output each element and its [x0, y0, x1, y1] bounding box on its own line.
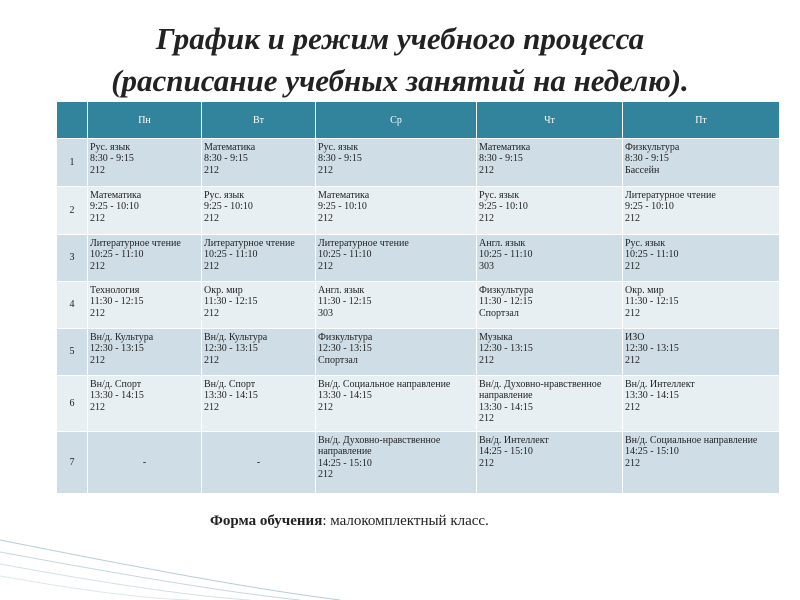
lesson-subject: Вн/д. Спорт: [90, 379, 142, 390]
lesson-room: 212: [625, 401, 640, 413]
header-day-mon: Пн: [88, 102, 202, 139]
table-row: [57, 139, 780, 187]
lesson-time: 9:25 - 10:10: [318, 201, 367, 213]
lesson-cell-thu: [477, 329, 623, 376]
lesson-time: 13:30 - 14:15: [318, 390, 372, 402]
lesson-room: 212: [479, 354, 494, 366]
lesson-subject: Вн/д. Духовно-нравственное направление: [479, 379, 602, 402]
lesson-subject: Вн/д. Духовно-нравственное направление: [318, 435, 441, 458]
lesson-number: 2: [57, 187, 88, 235]
lesson-cell-fri: [623, 139, 780, 187]
header-day-wed: Ср: [316, 102, 477, 139]
lesson-time: 9:25 - 10:10: [90, 201, 139, 213]
lesson-subject: Вн/д. Интеллект: [625, 379, 695, 390]
lesson-room: 212: [479, 212, 494, 224]
lesson-room: 212: [625, 212, 640, 224]
lesson-subject: Вн/д. Культура: [90, 332, 154, 343]
schedule-table: [56, 101, 780, 494]
lesson-time: 13:30 - 14:15: [204, 390, 258, 402]
lesson-cell-wed: [316, 282, 477, 329]
lesson-cell-tue: [202, 139, 316, 187]
lesson-subject: Рус. язык: [625, 238, 666, 249]
lesson-cell-fri: [623, 235, 780, 282]
lesson-room: 212: [479, 164, 494, 176]
lesson-cell-thu: [477, 187, 623, 235]
lesson-number: 3: [57, 235, 88, 282]
lesson-time: 13:30 - 14:15: [625, 390, 679, 402]
lesson-cell-mon: [88, 432, 202, 494]
lesson-subject: ИЗО: [625, 332, 645, 343]
lesson-time: 9:25 - 10:10: [204, 201, 253, 213]
lesson-room: 212: [204, 164, 219, 176]
lesson-room: 212: [90, 260, 105, 272]
header-corner: [57, 102, 88, 139]
lesson-time: 13:30 - 14:15: [479, 401, 533, 413]
lesson-cell-mon: [88, 139, 202, 187]
lesson-subject: Рус. язык: [90, 142, 131, 153]
lesson-subject: Математика: [90, 190, 142, 201]
lesson-subject: Рус. язык: [204, 190, 245, 201]
lesson-time: 9:25 - 10:10: [625, 201, 674, 213]
form-of-study-label: Форма обучения: [210, 513, 323, 529]
lesson-time: 12:30 - 13:15: [318, 343, 372, 355]
lesson-subject: Вн/д. Интеллект: [479, 435, 549, 446]
lesson-room: 212: [90, 212, 105, 224]
table-row: [57, 376, 780, 432]
lesson-cell-tue: [202, 329, 316, 376]
lesson-room: Спортзал: [318, 354, 358, 366]
lesson-subject: Англ. язык: [318, 285, 365, 296]
lesson-cell-fri: [623, 376, 780, 432]
lesson-number: 7: [57, 432, 88, 494]
lesson-cell-wed: [316, 187, 477, 235]
lesson-time: 11:30 - 12:15: [318, 296, 372, 308]
lesson-subject: Литературное чтение: [318, 238, 409, 249]
lesson-time: 12:30 - 13:15: [90, 343, 144, 355]
table-row: [57, 282, 780, 329]
lesson-number: 6: [57, 376, 88, 432]
lesson-room: 212: [204, 401, 219, 413]
lesson-subject: Вн/д. Социальное направление: [625, 435, 758, 446]
lesson-cell-thu: [477, 376, 623, 432]
lesson-subject: Литературное чтение: [625, 190, 716, 201]
title-line-1: График и режим учебного процесса: [155, 21, 645, 56]
lesson-room: 212: [318, 164, 333, 176]
lesson-cell-mon: [88, 329, 202, 376]
lesson-cell-thu: [477, 432, 623, 494]
lesson-room: 212: [318, 260, 333, 272]
lesson-time: 11:30 - 12:15: [625, 296, 679, 308]
lesson-time: 12:30 - 13:15: [204, 343, 258, 355]
lesson-time: 10:25 - 11:10: [479, 249, 533, 261]
header-day-fri: Пт: [623, 102, 780, 139]
lesson-subject: Окр. мир: [204, 285, 243, 296]
lesson-room: 212: [204, 260, 219, 272]
lesson-cell-wed: [316, 376, 477, 432]
form-of-study-value: : малокомплектный класс.: [322, 513, 489, 529]
lesson-room: 212: [625, 457, 640, 469]
lesson-subject: Физкультура: [625, 142, 680, 153]
lesson-subject: Физкультура: [318, 332, 373, 343]
lesson-room: 212: [318, 212, 333, 224]
lesson-time: 13:30 - 14:15: [90, 390, 144, 402]
lesson-cell-wed: [316, 139, 477, 187]
lesson-room: 212: [625, 354, 640, 366]
lesson-cell-tue: [202, 282, 316, 329]
lesson-cell-tue: [202, 376, 316, 432]
lesson-time: 14:25 - 15:10: [625, 446, 679, 458]
lesson-cell-tue: [202, 187, 316, 235]
lesson-number: 4: [57, 282, 88, 329]
lesson-subject: Вн/д. Спорт: [204, 379, 256, 390]
table-header-row: [57, 102, 780, 139]
lesson-cell-thu: [477, 282, 623, 329]
title-line-2: (расписание учебных занятий на неделю).: [111, 63, 689, 98]
lesson-room: 303: [318, 307, 333, 319]
lesson-time: 9:25 - 10:10: [479, 201, 528, 213]
lesson-time: 11:30 - 12:15: [479, 296, 533, 308]
lesson-time: 8:30 - 9:15: [318, 153, 362, 165]
header-day-thu: Чт: [477, 102, 623, 139]
lesson-number: 5: [57, 329, 88, 376]
lesson-room: 212: [318, 401, 333, 413]
lesson-subject: Технология: [90, 285, 140, 296]
lesson-room: 212: [625, 260, 640, 272]
lesson-time: 11:30 - 12:15: [204, 296, 258, 308]
lesson-time: 14:25 - 15:10: [479, 446, 533, 458]
lesson-subject: Англ. язык: [479, 238, 526, 249]
table-row: [57, 235, 780, 282]
lesson-subject: Физкультура: [479, 285, 534, 296]
lesson-room: 212: [318, 469, 333, 481]
lesson-subject: Математика: [204, 142, 256, 153]
lesson-room: 212: [90, 401, 105, 413]
lesson-cell-wed: [316, 235, 477, 282]
lesson-subject: Окр. мир: [625, 285, 664, 296]
lesson-time: 8:30 - 9:15: [204, 153, 248, 165]
table-row: [57, 432, 780, 494]
lesson-room: Спортзал: [479, 307, 519, 319]
lesson-subject: Музыка: [479, 332, 513, 343]
lesson-cell-thu: [477, 235, 623, 282]
lesson-time: 12:30 - 13:15: [479, 343, 533, 355]
lesson-cell-thu: [477, 139, 623, 187]
lesson-room: 212: [204, 354, 219, 366]
lesson-room: 212: [479, 457, 494, 469]
lesson-cell-fri: [623, 329, 780, 376]
lesson-cell-wed: [316, 329, 477, 376]
lesson-subject: Математика: [479, 142, 531, 153]
lesson-cell-mon: [88, 282, 202, 329]
lesson-time: 10:25 - 11:10: [204, 249, 258, 261]
lesson-subject: Вн/д. Социальное направление: [318, 379, 451, 390]
lesson-cell-tue: [202, 235, 316, 282]
lesson-subject: Рус. язык: [318, 142, 359, 153]
lesson-subject: -: [142, 457, 147, 469]
lesson-subject: Математика: [318, 190, 370, 201]
lesson-subject: Литературное чтение: [204, 238, 295, 249]
lesson-cell-fri: [623, 187, 780, 235]
slide-title: [0, 18, 800, 102]
lesson-subject: -: [256, 457, 261, 469]
lesson-cell-fri: [623, 282, 780, 329]
lesson-time: 8:30 - 9:15: [479, 153, 523, 165]
lesson-time: 12:30 - 13:15: [625, 343, 679, 355]
lesson-cell-fri: [623, 432, 780, 494]
table-row: [57, 329, 780, 376]
lesson-room: 212: [625, 307, 640, 319]
lesson-time: 10:25 - 11:10: [90, 249, 144, 261]
lesson-time: 8:30 - 9:15: [625, 153, 669, 165]
lesson-room: 212: [204, 307, 219, 319]
lesson-time: 10:25 - 11:10: [625, 249, 679, 261]
lesson-room: 212: [90, 307, 105, 319]
lesson-cell-mon: [88, 376, 202, 432]
header-day-tue: Вт: [202, 102, 316, 139]
lesson-time: 11:30 - 12:15: [90, 296, 144, 308]
lesson-cell-wed: [316, 432, 477, 494]
lesson-subject: Вн/д. Культура: [204, 332, 268, 343]
lesson-room: Бассейн: [625, 164, 660, 176]
lesson-cell-mon: [88, 187, 202, 235]
lesson-time: 14:25 - 15:10: [318, 457, 372, 469]
lesson-room: 212: [90, 164, 105, 176]
lesson-cell-tue: [202, 432, 316, 494]
lesson-cell-mon: [88, 235, 202, 282]
lesson-subject: Литературное чтение: [90, 238, 181, 249]
decorative-lines: [0, 500, 800, 600]
lesson-subject: Рус. язык: [479, 190, 520, 201]
lesson-room: 212: [204, 212, 219, 224]
lesson-number: 1: [57, 139, 88, 187]
lesson-room: 212: [90, 354, 105, 366]
lesson-room: 303: [479, 260, 494, 272]
lesson-time: 8:30 - 9:15: [90, 153, 134, 165]
lesson-time: 10:25 - 11:10: [318, 249, 372, 261]
lesson-room: 212: [479, 413, 494, 425]
table-row: [57, 187, 780, 235]
